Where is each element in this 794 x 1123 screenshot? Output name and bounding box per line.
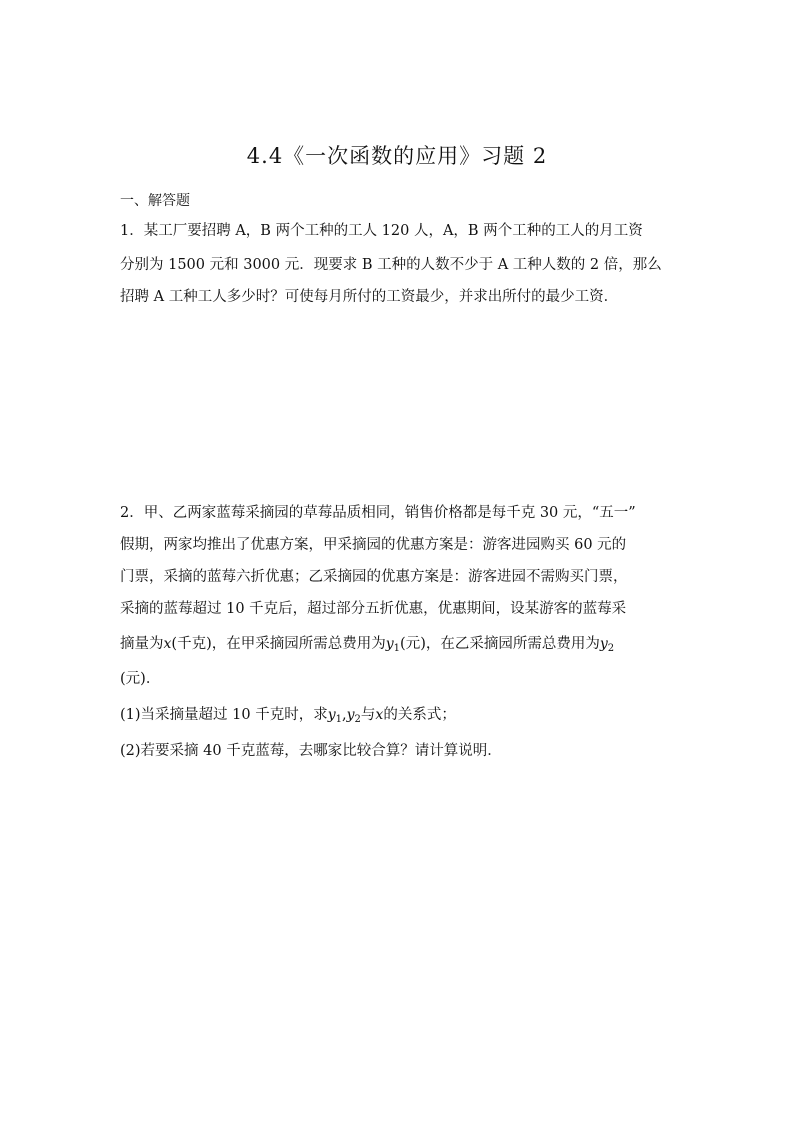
variable-y1 xyxy=(386,636,400,652)
q2-line-4: 采摘的蓝莓超过 10 千克后，超过部分五折优惠，优惠期间，设某游客的蓝莓采 xyxy=(120,601,627,617)
variable-y2-subscript: 2 xyxy=(607,643,615,654)
section-heading: 一、解答题 xyxy=(120,193,190,209)
variable-y2 xyxy=(600,636,614,652)
part1-variable-y2-subscript: 2 xyxy=(354,714,361,725)
q2-part-2: (2)若要采摘 40 千克蓝莓，去哪家比较合算？请计算说明． xyxy=(120,743,502,759)
q2-line-6: (元)． xyxy=(120,671,161,687)
q2-part-1-text-c: 的关系式； xyxy=(383,707,456,723)
part1-variable-x: x xyxy=(375,707,384,723)
q2-part-1-text-b: 与 xyxy=(360,707,376,723)
part1-separator: , xyxy=(342,707,347,723)
q1-line-1: 1．某工厂要招聘 A，B 两个工种的工人 120 人，A，B 两个工种的工人的月工资 xyxy=(120,223,643,239)
q2-line-2: 假期，两家均推出了优惠方案，甲采摘园的优惠方案是：游客进园购买 60 元的 xyxy=(120,537,627,553)
q2-line-1: 2．甲、乙两家蓝莓采摘园的草莓品质相同，销售价格都是每千克 30 元，“五一” xyxy=(120,505,636,521)
part1-variable-y2-base: y xyxy=(346,707,355,723)
q2-line-5 xyxy=(120,634,614,659)
q2-line-5-text-a: 摘量为 xyxy=(120,636,164,652)
q2-part-1 xyxy=(120,705,456,730)
part1-variable-y1 xyxy=(328,707,342,723)
q1-line-3: 招聘 A 工种工人多少时？可使每月所付的工资最少，并求出所付的最少工资． xyxy=(120,289,619,305)
variable-y1-subscript: 1 xyxy=(393,643,401,654)
variable-y1-base: y xyxy=(385,636,394,652)
q2-line-5-text-b: (千克)，在甲采摘园所需总费用为 xyxy=(171,636,386,652)
variable-x: x xyxy=(163,636,172,652)
q2-part-1-text-a: (1)当采摘量超过 10 千克时，求 xyxy=(120,707,328,723)
part1-variable-y2 xyxy=(347,707,361,723)
part1-variable-y1-subscript: 1 xyxy=(335,714,343,725)
q2-line-3: 门票，采摘的蓝莓六折优惠；乙采摘园的优惠方案是：游客进园不需购买门票， xyxy=(120,569,628,585)
page-title: 4.4《一次函数的应用》习题 2 xyxy=(246,144,548,168)
part1-variable-y1-base: y xyxy=(327,707,336,723)
q2-line-5-text-c: (元)，在乙采摘园所需总费用为 xyxy=(400,636,600,652)
variable-y2-base: y xyxy=(599,636,608,652)
q1-line-2: 分别为 1500 元和 3000 元．现要求 B 工种的人数不少于 A 工种人数的 2 倍，那么 xyxy=(120,257,662,273)
